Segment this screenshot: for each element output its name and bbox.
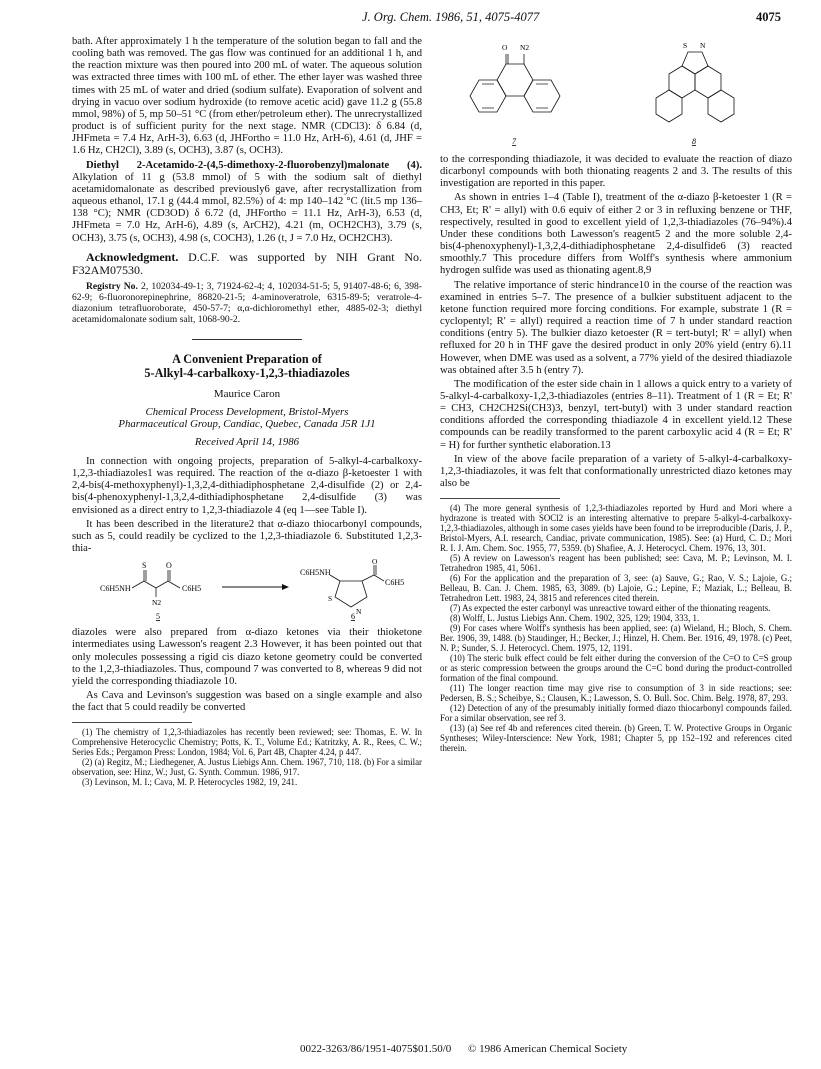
struct7-n2: N2: [520, 43, 530, 52]
scheme-prod-right: C6H5: [385, 578, 405, 588]
footnote-8: (8) Wolff, L. Justus Liebigs Ann. Chem. 1902, 325, 129; 1904, 333, 1.: [450, 613, 700, 624]
section-divider: [192, 339, 302, 340]
scheme-prod-sub: C6H5NH: [300, 568, 331, 578]
thiadiazole-ring: [335, 581, 367, 607]
compound-7-structure: [470, 43, 560, 146]
footnote-3: (3) Levinson, M. I.; Cava, M. P. Heterocycles 1982, 19, 241.: [82, 777, 298, 788]
scheme-atom-o: O: [166, 561, 172, 571]
footnote-13: (13) (a) See ref 4b and references cited therein. (b) Green, T. W. Protective Groups in Organic Syntheses; Wiley-Interscience: New York, 1981; Chapter 5, pp 152–192 and references cited therein.: [440, 723, 792, 754]
paragraph-intro-2: It has been described in the literature2 that α-diazo thiocarbonyl compounds, such as 5, could readily be cyclized to the 1,2,3-thiadiazole 6. Substituted 1,2,3-thia-: [72, 518, 422, 555]
registry-body: 2, 102034-49-1; 3, 71924-62-4; 4, 102034-51-5; 5, 91407-48-6; 6, 398-62-9; 6-fluoronorepinephrine, 86820-21-5; 4-aminoveratrole, 6315-89-5; veratrole-4-diazonium tetrafluoroborate, 450-57-7; α,α-dichloromethyl ether, 4885-02-3; diethyl acetamidomalonate sodium salt, 1068-90-2.: [72, 280, 422, 325]
paragraph-intro-4: As Cava and Levinson's suggestion was based on a single example and also the fact that 5 could readily be converted: [72, 690, 422, 714]
structure-figures: [440, 36, 792, 154]
footnote-2: (2) (a) Regitz, M.; Liedhegener, A. Justus Liebigs Ann. Chem. 1967, 710, 118. (b) For a similar observation, see: Hinz, W.; Just, G. Synth. Commun. 1986, 917.: [72, 757, 422, 778]
scheme-prod-n: N: [356, 607, 362, 617]
affiliation: [72, 406, 422, 430]
paragraph-r2: As shown in entries 1–4 (Table I), treatment of the α-diazo β-ketoester 1 (R = CH3, Et; R' = allyl) with 0.6 equiv of either 2 or 3 in refluxing benzene or THF, respectively, resulted in good to excellent yield of 1,2,3-thiadiazoles (76–94%).4 Under these conditions both Lawesson's reagent5 2 and the more soluble 2,4-bis(4-phenoxyphenyl)-1,3,2,4-dithiadiphosphetane 2,4-disulfide6 (3) reacted smoothly.7 This procedure differs from Wolff's synthesis where ammonium hydrogen sulfide was used as thionating agent.8,9: [440, 192, 792, 277]
compound-8-structure: [656, 41, 734, 146]
affil-line1: Chemical Process Development, Bristol-Myers: [145, 405, 349, 418]
scheme-5-to-6: [72, 559, 422, 621]
author-name: Maurice Caron: [213, 387, 281, 400]
page-footer: [300, 1043, 627, 1055]
article-title-line2: 5-Alkyl-4-carbalkoxy-1,2,3-thiadiazoles: [144, 365, 350, 380]
paragraph-bath: bath. After approximately 1 h the temperature of the solution began to fall and the cooling bath was removed. The gas flow was continued for an additional 1 h, and the reaction mixture was then poured into 200 mL of water. The aqueous solution was extracted three times with 100 mL of ether. The ether layer was washed three times with 25 mL of water and dried (sodium sulfate). Evaporation of solvent and drying in vacuo over sodium hydroxide (to remove acetic acid) gave 11.2 g (55.8 mmol, 98%) of 5, mp 50–51 °C (from ether/petroleum ether). The unrecrystallized product is of sufficient purity for the next stage. NMR (CDCl3): δ 6.84 (d, JHFmeta = 7.4 Hz, ArH-3), 6.63 (d, JHFortho = 11.0 Hz, ArH-6), 4.61 (d, JHF = 1.6 Hz, CH2Cl), 3.89 (s, OCH3), 3.87 (s, OCH3).: [72, 36, 423, 157]
compound-label-8: 8: [692, 137, 696, 146]
footnote-12: (12) Detection of any of the presumably initially formed diazo thiocarbonyl compounds failed. For a similar observation, see ref 3.: [440, 703, 792, 724]
copyright-notice: © 1986 American Chemical Society: [468, 1043, 628, 1055]
diethyl-body: Alkylation of 11 g (53.8 mmol) of 5 with the sodium salt of diethyl acetamidomalonate as described previously6 gave, after recrystallization from aqueous ethanol, 17.1 g (44.4 mmol, 82.5%) of 4: mp 140–142 °C (lit.5 mp 136–138 °C); NMR (CD3OD) δ 6.72 (d, JHFortho = 11.1 Hz, ArH-3), 6.53 (d, JHFmeta = 7.0 Hz, ArH-6), 4.89 (s, ArCH2), 4.21 (m, OCH2CH3), 3.79 (s, OCH3), 3.75 (s, OCH3), 4.98 (s, COCH3), 1.26 (t, J = 7.0 Hz, OCH2CH3).: [72, 171, 422, 244]
scheme-prod-o: O: [372, 559, 378, 567]
footnote-divider-right: [440, 498, 560, 499]
right-column: [440, 36, 792, 753]
footnote-divider-left: [72, 722, 192, 723]
struct8-s: S: [683, 41, 688, 50]
scheme-left-sub: C6H5NH: [100, 584, 131, 594]
footnote-9: (9) For cases where Wolff's synthesis has been applied, see: (a) Wieland, H.; Bloch, S. Chem. Ber. 1906, 39, 1488. (b) Staudinger, H.; Becker, J.; Hinzel, H. Chem. Ber. 1916, 49, 1978. (c) Peet, N. P.; Sunder, S. J. Heterocycl. Chem. 1975, 12, 1191.: [440, 623, 792, 654]
registry-numbers: [72, 281, 422, 325]
article-title-line1: A Convenient Preparation of: [172, 351, 322, 366]
scheme-atom-n2: N2: [152, 598, 162, 608]
acknowledgment: [72, 251, 422, 277]
footnote-10: (10) The steric bulk effect could be felt either during the conversion of the C=O to C=S group or as steric compression between the groups around the C=C bond during the product-controlled formation of the final compound.: [440, 653, 792, 684]
struct8-n: N: [700, 41, 706, 50]
compound-label-6: 6: [351, 612, 355, 622]
footnote-7: (7) As expected the ester carbonyl was unreactive toward either of the thionating reagents.: [450, 603, 771, 614]
footnote-5: (5) A review on Lawesson's reagent has been published; see: Cava, M. P.; Levinson, M. I. Tetrahedron 1985, 41, 5061.: [440, 553, 792, 574]
compound-label-7: 7: [512, 137, 516, 146]
footnote-6: (6) For the application and the preparation of 3, see: (a) Sauve, G.; Rao, V. S.; Lajoie, G.; Belleau, B. Can. J. Chem. 1985, 63, 3089. (b) Lajoie, G.; Lepine, F.; Maziak, L.; Belleau, B. Tetrahedron Lett. 1983, 24, 3815 and references cited therein.: [440, 573, 792, 604]
footnote-11: (11) The longer reaction time may give rise to consumption of 3 in side reactions; see: Pedersen, B. S.; Scheibye, S.; Clausen, K.; Lawesson, S. O. Bull. Soc. Chim. Belg. 1978, 87, 293.: [440, 683, 792, 704]
scheme-prod-s: S: [328, 594, 333, 604]
paragraph-r3: The relative importance of steric hindrance10 in the course of the reaction was examined in entries 5–7. The presence of a bulkier substituent adjacent to the ketone function required more forcing conditions. For example, substrate 1 (R = cyclopentyl; R' = allyl) required a reaction time of 7 h under standard reaction conditions (entry 5). The bulkier diazo ketoester (R = tert-butyl; R' = allyl) when refluxed for 20 h in THF gave the desired product in only 20% yield (entry 6).11 However, when DME was used as a solvent, a 77% yield of the desired thiadiazole was obtained after 3.5 h (entry 7).: [440, 279, 792, 376]
paragraph-intro-3: diazoles were also prepared from α-diazo ketones via their thioketone intermediates using Lawesson's reagent 2.3 However, it has been pointed out that only molecules possessing a rigid cis diazo ketone geometry could be converted to the 1,2,3-thiadiazoles. Thus, compound 7 was converted to 8, whereas 9 did not yield the corresponding thiadiazole 10.: [72, 627, 422, 687]
structures-7-8: [440, 36, 792, 154]
paragraph-r4: The modification of the ester side chain in 1 allows a quick entry to a variety of 5-alkyl-4-carbalkoxy-1,2,3-thiadiazoles (entries 8–11). Treatment of 1 (R = Et; R' = CH3, CH2CH2Si(CH3)3, benzyl, tert-butyl) with 3 under standard reaction conditions afforded the corresponding thiadiazole 4 in excellent yield.12 These compounds can be readily transformed to the parent carboxylic acid 4 (R = Et; R' = H) for further synthetic elaboration.13: [440, 378, 792, 451]
affil-line2: Pharmaceutical Group, Candiac, Quebec, Canada J5R 1J1: [118, 417, 376, 430]
ack-label: Acknowledgment.: [86, 249, 179, 264]
page-number: 4075: [756, 10, 781, 24]
ack-body: D.C.F. was supported by NIH Grant No. F32AM07530.: [72, 249, 423, 277]
paragraph-intro-1: In connection with ongoing projects, preparation of 5-alkyl-4-carbalkoxy-1,2,3-thiadiazoles1 was required. The reaction of the α-diazo β-ketoester 1 with 2,4-bis(4-methoxyphenyl)-1,3,2,4-dithiadiphosphetane 2,4-disulfide (2) or 2,4-bis(4-phenoxyphenyl-1,3,2,4-dithiadiphosphetane 2,4-disulfide (3) was envisioned as a direct entry to 1,2,3-thiadiazole 4 (eq 1—see Table I).: [72, 455, 422, 516]
scheme-atom-s: S: [142, 561, 147, 571]
left-column: [72, 36, 422, 787]
article-title: [72, 352, 422, 380]
paragraph-diethyl: [72, 160, 422, 245]
publication-code: 0022-3263/86/1951-4075$01.50/0: [300, 1043, 452, 1055]
registry-label: Registry No.: [86, 280, 138, 292]
diethyl-heading: Diethyl 2-Acetamido-2-(4,5-dimethoxy-2-fluorobenzyl)malonate (4).: [86, 159, 422, 171]
scheme-right-sub: C6H5: [182, 584, 202, 594]
page-header: [72, 10, 781, 28]
received-date: Received April 14, 1986: [194, 435, 300, 448]
journal-citation: J. Org. Chem. 1986, 51, 4075-4077: [362, 10, 540, 24]
paragraph-r5: In view of the above facile preparation of a variety of 5-alkyl-4-carbalkoxy-1,2,3-thiadiazoles, it was felt that conformationally unrestricted diazo ketones may also be: [440, 453, 792, 490]
struct7-o: O: [502, 43, 508, 52]
footnote-4: (4) The more general synthesis of 1,2,3-thiadiazoles reported by Hurd and Mori where a hydrazone is treated with SOCl2 is an interesting alternative to prepare 5-alkyl-4-carbalkoxy-1,2,3-thiadiazoles, although in some cases yields have been found to be irreproducible (Daris, J. P., Bristol-Myers, A.I. research, Candiac, private communication, 1985). See: (a) Hurd, C. D.; Mori R. I. J. Am. Chem. Soc. 1955, 77, 5359. (b) Shafiee, A. J. Heterocycl. Chem. 1976, 13, 301.: [440, 503, 792, 554]
compound-label-5: 5: [156, 612, 160, 622]
footnote-1: (1) The chemistry of 1,2,3-thiadiazoles has recently been reviewed; see: Thomas, E. W. In Comprehensive Heterocyclic Chemistry; Potts, K. T., Volume Ed.; Katritzky, A. R., Rees, C. W.; Series Eds.; Pergamon Press: London, 1984; Vol. 6, Part 4B, Chapter 4.24, p 447.: [72, 727, 422, 758]
reaction-scheme: [72, 559, 422, 621]
paragraph-r1: to the corresponding thiadiazole, it was decided to evaluate the reaction of diazo dicarbonyl compounds with both thionating reagents 2 and 3. The results of this investigation are reported in this paper.: [440, 154, 792, 190]
